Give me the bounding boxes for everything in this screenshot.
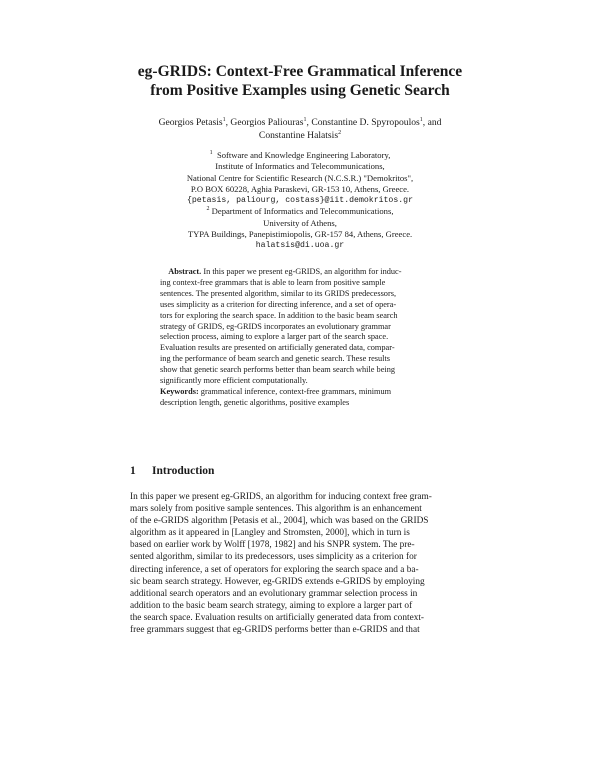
affiliation-marker: 1: [222, 117, 226, 123]
section-title: Introduction: [152, 465, 215, 477]
author-name: , Georgios Paliouras: [225, 117, 304, 128]
author-separator: , and: [422, 117, 442, 128]
body-line: sic beam search strategy. However, eg-GRIDS extends e-GRIDS by employing: [130, 576, 425, 587]
affiliation-line: Institute of Informatics and Telecommunications,: [215, 161, 385, 172]
abstract: [160, 267, 443, 409]
title-line: eg-GRIDS: Context-Free Grammatical Inference: [137, 63, 463, 80]
body-line: free grammars suggest that eg-GRIDS performs better than e-GRIDS and that: [130, 625, 420, 636]
body-line: of the e-GRIDS algorithm [Petasis et al., 2004], which was based on the GRIDS: [130, 516, 429, 527]
section-heading: [130, 465, 214, 477]
author-line: [0, 117, 600, 130]
abstract-line: strategy of GRIDS, eg-GRIDS incorporates an evolutionary grammar: [160, 321, 391, 331]
author-name: , Constantine D. Spyropoulos: [306, 117, 420, 128]
affiliation-line: $^1$ Software and Knowledge Engineering Laboratory,: [209, 150, 391, 160]
author-name: Constantine Halatsis: [258, 129, 339, 141]
body-line: algorithm as it appeared in [Langley and Stromsten, 2000], which in turn is: [130, 528, 410, 539]
body-line: sented algorithm, similar to its predecessors, uses simplicity as a criterion for: [130, 552, 417, 563]
abstract-label: Abstract.: [168, 267, 202, 276]
body-line: directing inference, a set of operators for exploring the search space and a ba-: [130, 564, 419, 575]
abstract-line: ing the performance of beam search and genetic search. These results: [160, 354, 390, 364]
affiliation-line: P.O BOX 60228, Aghia Paraskevi, GR-153 10, Athens, Greece.: [190, 183, 410, 194]
affiliations: [0, 150, 600, 252]
abstract-line: Evaluation results are presented on artificially generated data, compar-: [160, 343, 395, 353]
body-line: the search space. Evaluation results on artificially generated data from context-: [130, 612, 425, 623]
abstract-line: ing context-free grammars that is able to learn from positive sample: [160, 277, 386, 287]
affiliation-marker: 2: [206, 206, 210, 213]
keywords-line: Keywords: grammatical inference, context-free grammars, minimum: [160, 386, 392, 396]
author-list: [0, 117, 600, 142]
abstract-line: uses simplicity as a criterion for directing inference, and a set of opera-: [160, 299, 397, 309]
paper-title: [0, 62, 600, 100]
body-line: In this paper we present eg-GRIDS, an algorithm for inducing context free gram-: [130, 492, 432, 502]
abstract-line: significantly more efficient computationally.: [160, 376, 308, 386]
affiliation-marker: 1: [303, 117, 307, 123]
email-address: {petasis, paliourg, costass}@iit.demokritos.gr: [186, 196, 413, 206]
introduction-body: [130, 491, 472, 636]
abstract-line: Abstract. In this paper we present eg-GRIDS, an algorithm for induc-: [168, 267, 402, 276]
email-address: halatsis@di.uoa.gr: [255, 241, 345, 251]
affiliation-marker: 1: [419, 117, 423, 123]
body-line: addition to the basic beam search strategy, aiming to explore a larger part of: [130, 600, 413, 611]
title-line: from Positive Examples using Genetic Search: [150, 82, 450, 99]
affiliation-marker: 1: [209, 150, 213, 156]
affiliation-line: TYPA Buildings, Panepistimiopolis, GR-157 84, Athens, Greece.: [187, 229, 413, 240]
author-name: Georgios Petasis: [158, 117, 223, 128]
affiliation-marker: 2: [338, 129, 342, 136]
body-line: based on earlier work by Wolff [1978, 1982] and his SNPR system. The pre-: [130, 540, 415, 551]
body-line: mars solely from positive sample sentences. This algorithm is an enhancement: [130, 504, 422, 515]
body-line: additional search operators and an evolutionary grammar selection process in: [130, 588, 418, 599]
keywords-line: description length, genetic algorithms, positive examples: [160, 397, 350, 407]
affiliation-line: University of Athens,: [263, 217, 337, 228]
keywords-label: Keywords:: [160, 386, 199, 396]
abstract-line: selection process, aiming to explore a larger part of the search space.: [160, 332, 389, 342]
affiliation-line: National Centre for Scientific Research (N.C.S.R.) "Demokritos",: [186, 172, 414, 183]
section-number: 1: [130, 465, 136, 477]
abstract-line: tors for exploring the search space. In addition to the basic beam search: [160, 310, 398, 320]
abstract-line: show that genetic search performs better than beam search while being: [160, 365, 395, 375]
abstract-line: sentences. The presented algorithm, similar to its GRIDS predecessors,: [160, 288, 397, 298]
affiliation-line: $^2$ Department of Informatics and Telecommunications,: [206, 206, 394, 217]
author-line: [0, 130, 600, 143]
